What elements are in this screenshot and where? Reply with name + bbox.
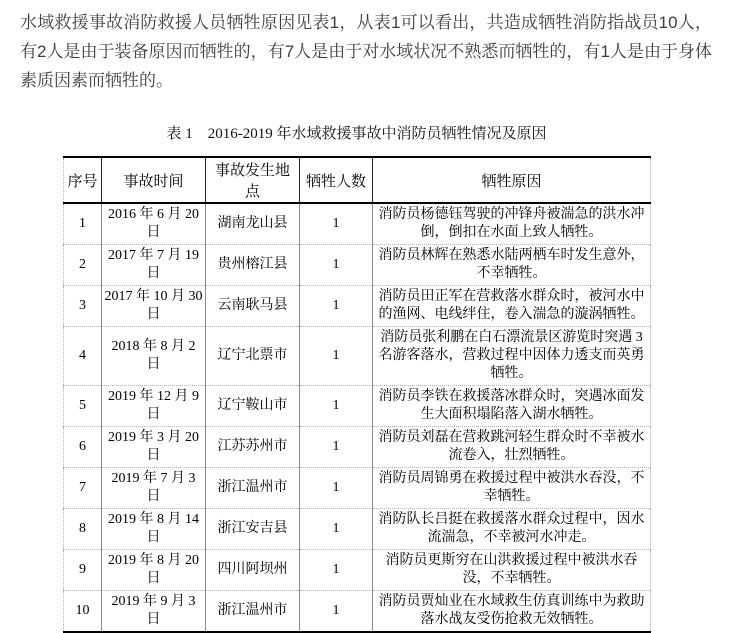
header-row [64,157,651,203]
cell-location: 浙江温州市 [206,591,300,633]
cell-date: 2016 年 6 月 20 日 [102,203,206,245]
cell-location: 辽宁北票市 [206,327,300,386]
cell-deaths: 1 [300,550,373,591]
cell-deaths: 1 [300,427,373,468]
table-row [64,286,651,327]
cell-deaths: 1 [300,203,373,245]
col-header-reason: 牺牲原因 [373,157,651,203]
cell-date: 2019 年 9 月 3 日 [102,591,206,633]
cell-deaths: 1 [300,386,373,427]
table-row [64,509,651,550]
cell-deaths: 1 [300,286,373,327]
cell-no: 5 [64,386,102,427]
cell-date: 2019 年 7 月 3 日 [102,468,206,509]
cell-reason: 消防员刘磊在营救跳河轻生群众时不幸被水流卷入，壮烈牺牲。 [373,427,651,468]
cell-location: 江苏苏州市 [206,427,300,468]
cell-deaths: 1 [300,591,373,633]
table-row [64,386,651,427]
casualty-table-body [64,203,651,632]
cell-no: 4 [64,327,102,386]
cell-location: 辽宁鞍山市 [206,386,300,427]
col-header-location: 事故发生地点 [206,157,300,203]
col-header-date: 事故时间 [102,157,206,203]
table-row [64,327,651,386]
cell-deaths: 1 [300,468,373,509]
cell-no: 2 [64,245,102,286]
cell-no: 6 [64,427,102,468]
cell-date: 2018 年 8 月 2 日 [102,327,206,386]
col-header-no: 序号 [64,157,102,203]
cell-deaths: 1 [300,509,373,550]
intro-paragraph: 水域救援事故消防救援人员牺牲原因见表1，从表1可以看出，共造成牺牲消防指战员10人，有2人是由于装备原因而牺牲的，有7人是由于对水域状况不熟悉而牺牲的，有1人是由于身体素质因素而牺牲的。 [20,13,712,90]
table-caption: 表 1 2016-2019 年水域救援事故中消防员牺牲情况及原因 [166,126,547,142]
cell-reason: 消防员田正军在营救落水群众时，被河水中的渔网、电线绊住，卷入湍急的漩涡牺牲。 [373,286,651,327]
table-row [64,203,651,245]
table-row [64,468,651,509]
cell-location: 贵州榕江县 [206,245,300,286]
cell-no: 1 [79,216,86,231]
col-header-deaths: 牺牲人数 [300,157,373,203]
cell-reason: 消防员贾灿业在水域救生仿真训练中为救助落水战友受伤抢救无效牺牲。 [373,591,651,633]
cell-reason: 消防员杨德钰驾驶的冲锋舟被湍急的洪水冲倒，倒扣在水面上致人牺牲。 [373,203,651,245]
cell-deaths: 1 [300,245,373,286]
table-row [64,550,651,591]
cell-no: 10 [64,591,102,633]
cell-reason: 消防员更斯穷在山洪救援过程中被洪水吞没，不幸牺牲。 [373,550,651,591]
cell-deaths: 1 [300,327,373,386]
cell-location: 浙江温州市 [206,468,300,509]
cell-no: 8 [64,509,102,550]
cell-date: 2019 年 3 月 20 日 [102,427,206,468]
cell-no: 3 [64,286,102,327]
table-row [64,427,651,468]
cell-date: 2017 年 7 月 19 日 [102,245,206,286]
cell-no: 9 [64,550,102,591]
cell-reason: 消防员林辉在熟悉水陆两栖车时发生意外，不幸牺牲。 [373,245,651,286]
cell-location: 四川阿坝州 [206,550,300,591]
cell-reason: 消防员周锦勇在救援过程中被洪水吞没，不幸牺牲。 [373,468,651,509]
cell-date: 2019 年 8 月 20 日 [102,550,206,591]
cell-date: 2017 年 10 月 30 日 [102,286,206,327]
cell-location: 云南耿马县 [206,286,300,327]
cell-no: 7 [64,468,102,509]
cell-reason: 消防员李铁在救援落冰群众时，突遇冰面发生大面积塌陷落入湖水牺牲。 [373,386,651,427]
cell-reason: 消防队长吕挺在救援落水群众过程中，因水流湍急，不幸被河水冲走。 [373,509,651,550]
cell-reason: 消防员张利鹏在白石漂流景区游览时突遇 3 名游客落水，营救过程中因体力透支而英勇牺牲。 [373,327,651,386]
table-header [64,157,651,203]
cell-location: 湖南龙山县 [206,203,300,245]
cell-location: 浙江安吉县 [206,509,300,550]
casualty-table [63,156,651,633]
table-row [64,245,651,286]
cell-date: 2019 年 8 月 14 日 [102,509,206,550]
cell-date: 2019 年 12 月 9 日 [102,386,206,427]
table-row [64,591,651,633]
